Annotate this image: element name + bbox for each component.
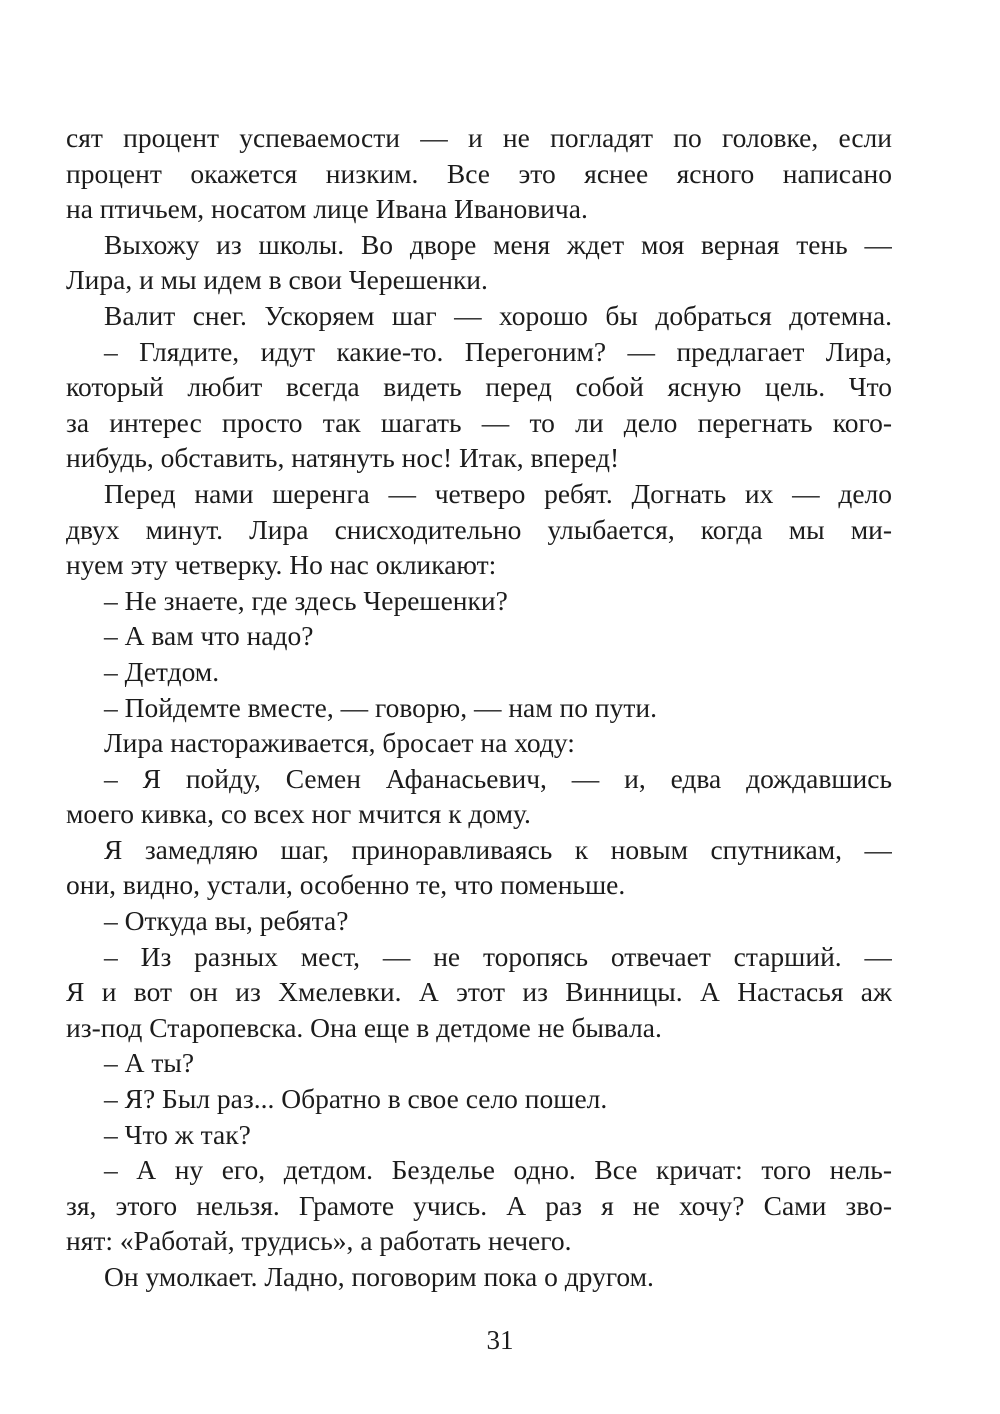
text-line: – Я? Был раз... Обратно в свое село пошел. bbox=[104, 1083, 608, 1115]
text-line: Выхожу из школы. Во дворе меня ждет моя верная тень — bbox=[104, 228, 892, 260]
text-line: – Что ж так? bbox=[104, 1118, 251, 1150]
text-line: Валит снег. Ускоряем шаг — хорошо бы добраться дотемна. bbox=[104, 299, 892, 331]
text-line: нят: «Работай, трудись», а работать нечего. bbox=[66, 1225, 572, 1257]
page-text bbox=[66, 120, 892, 1295]
text-line: – А ну его, детдом. Безделье одно. Все кричат: того нель- bbox=[104, 1154, 892, 1186]
text-line: Перед нами шеренга — четверо ребят. Догнать их — дело bbox=[104, 477, 892, 509]
text-line: – Детдом. bbox=[104, 655, 220, 687]
text-line: – Глядите, идут какие-то. Перегоним? — предлагает Лира, bbox=[104, 335, 892, 367]
text-line: нуем эту четверку. Но нас окликают: bbox=[66, 549, 497, 581]
text-line: – Пойдемте вместе, — говорю, — нам по пути. bbox=[104, 691, 657, 723]
text-line: на птичьем, носатом лице Ивана Ивановича. bbox=[66, 193, 588, 225]
text-line: который любит всегда видеть перед собой ясную цель. Что bbox=[66, 371, 892, 403]
text-line: Он умолкает. Ладно, поговорим пока о другом. bbox=[104, 1261, 654, 1292]
text-line: они, видно, устали, особенно те, что поменьше. bbox=[66, 869, 626, 901]
text-line: – Из разных мест, — не торопясь отвечает старший. — bbox=[104, 940, 892, 972]
text-line: Лира настораживается, бросает на ходу: bbox=[104, 727, 575, 759]
page-number: 31 bbox=[486, 1325, 514, 1355]
text-line: – А вам что надо? bbox=[104, 620, 314, 652]
text-line: Лира, и мы идем в свои Черешенки. bbox=[66, 264, 488, 296]
text-line: двух минут. Лира снисходительно улыбается, когда мы ми- bbox=[66, 513, 892, 545]
text-line: – Я пойду, Семен Афанасьевич, — и, едва дождавшись bbox=[104, 762, 892, 794]
text-line: сят процент успеваемости — и не погладят по головке, если bbox=[66, 122, 892, 153]
text-line: из-под Старопевска. Она еще в детдоме не бывала. bbox=[66, 1011, 662, 1043]
text-line: процент окажется низким. Все это яснее ясного написано bbox=[66, 157, 892, 189]
text-line: за интерес просто так шагать — то ли дело перегнать кого- bbox=[66, 406, 892, 438]
text-line: зя, этого нельзя. Грамоте учись. А раз я не хочу? Сами зво- bbox=[66, 1189, 892, 1221]
text-line: – А ты? bbox=[104, 1047, 195, 1079]
text-line: – Откуда вы, ребята? bbox=[104, 905, 349, 937]
text-line: нибудь, обставить, натянуть нос! Итак, вперед! bbox=[66, 442, 620, 474]
text-line: моего кивка, со всех ног мчится к дому. bbox=[66, 798, 531, 830]
text-line: – Не знаете, где здесь Черешенки? bbox=[104, 584, 508, 616]
text-line: Я замедляю шаг, приноравливаясь к новым спутникам, — bbox=[104, 833, 892, 865]
text-line: Я и вот он из Хмелевки. А этот из Винницы. А Настасья аж bbox=[66, 976, 892, 1008]
